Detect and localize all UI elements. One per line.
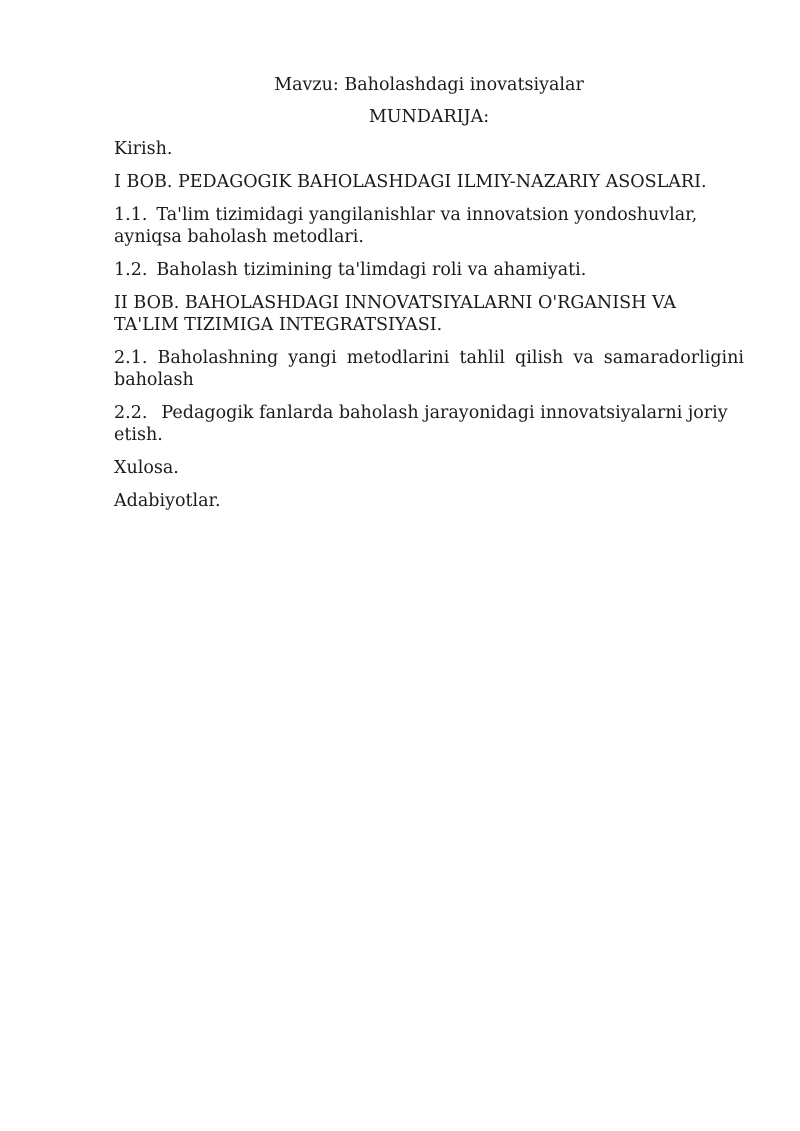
document-body [114, 74, 744, 523]
toc-entry-number: 2.2. [114, 403, 148, 423]
toc-entry-chapter-1 [114, 171, 744, 193]
toc-entry-chapter-2 [114, 292, 744, 336]
toc-entry-text: Baholash tizimining ta'limdagi roli va ahamiyati. [156, 260, 587, 280]
toc-entry-2-1 [114, 347, 744, 391]
toc-entry-conclusion [114, 457, 744, 479]
toc-entry-1-1 [114, 204, 744, 248]
document-topic: Mavzu: Baholashdagi inovatsiyalar [274, 75, 584, 95]
toc-entry-text: Ta'lim tizimidagi yangilanishlar va innovatsion yondoshuvlar, ayniqsa baholash metodlari. [114, 205, 698, 247]
toc-entry-text: I BOB. PEDAGOGIK BAHOLASHDAGI ILMIY-NAZARIY ASOSLARI. [114, 172, 707, 192]
toc-entry-number: 1.2. [114, 260, 148, 280]
toc-entry-introduction [114, 138, 744, 160]
contents-heading: MUNDARIJA: [368, 107, 490, 127]
toc-entry-text: Pedagogik fanlarda baholash jarayonidagi innovatsiyalarni joriy etish. [114, 403, 728, 445]
toc-entry-text: Xulosa. [114, 458, 179, 478]
toc-entry-1-2 [114, 259, 744, 281]
toc-entry-2-2 [114, 402, 744, 446]
toc-entry-references [114, 490, 744, 512]
toc-entry-text: Adabiyotlar. [114, 491, 221, 511]
toc-entry-text: Kirish. [114, 139, 173, 159]
toc-entry-text: Baholashning yangi metodlarini tahlil qilish va samaradorligini baholash [114, 348, 744, 390]
toc-entry-number: 1.1. [114, 205, 148, 225]
toc-entry-text: II BOB. BAHOLASHDAGI INNOVATSIYALARNI O'RGANISH VA TA'LIM TIZIMIGA INTEGRATSIYASI. [114, 293, 677, 335]
toc-entry-number: 2.1. [114, 348, 148, 368]
